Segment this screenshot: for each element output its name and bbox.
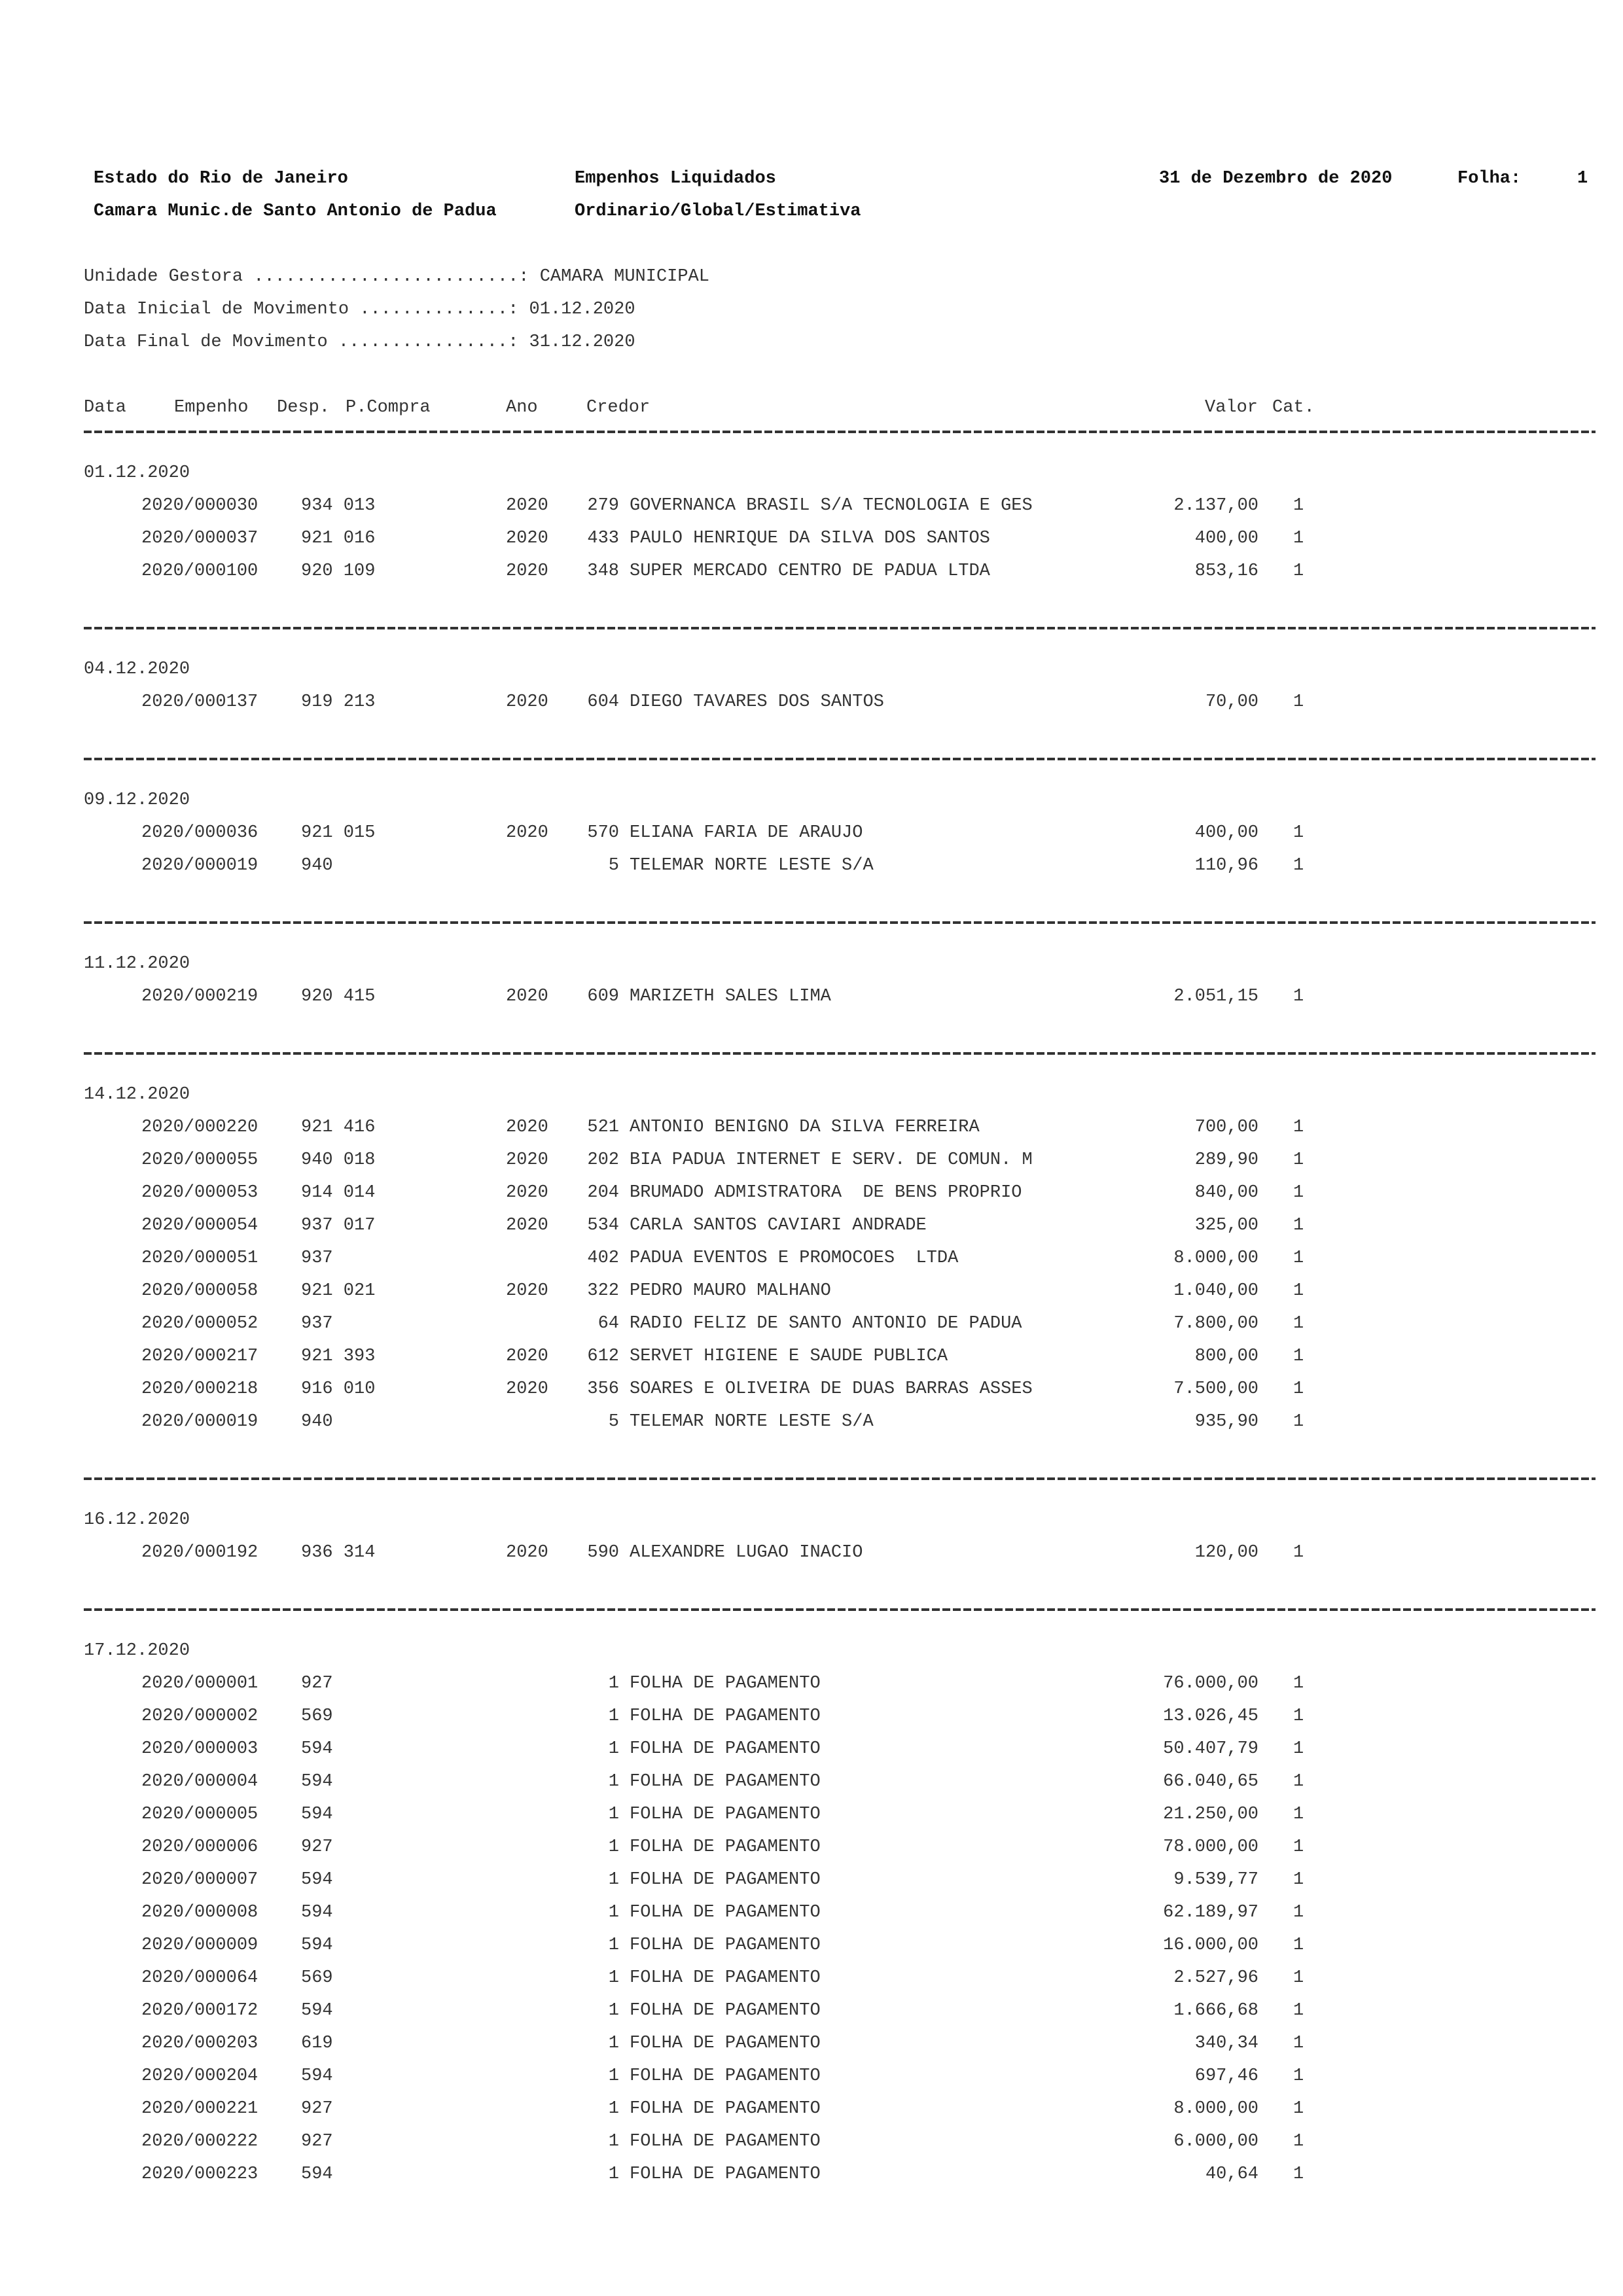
group-date: 17.12.2020 [84, 1641, 190, 1661]
ano-cell: 2020 [506, 1150, 548, 1170]
cat-cell: 1 [1293, 2001, 1304, 2021]
empenho-cell: 2020/000100 [141, 561, 259, 581]
cat-cell: 1 [1293, 1805, 1304, 1824]
ano-cell: 2020 [506, 692, 548, 712]
desp-cell: 594 [301, 1772, 333, 1792]
valor-cell: 800,00 [1194, 1347, 1258, 1366]
credor-code-cell: 1 [608, 1870, 619, 1890]
credor-code-cell: 570 [587, 823, 619, 843]
empenho-cell: 2020/000037 [141, 529, 259, 548]
ano-cell: 2020 [506, 1183, 548, 1203]
credor-name-cell: BIA PADUA INTERNET E SERV. DE COMUN. M [630, 1150, 1033, 1170]
credor-code-cell: 1 [608, 1805, 619, 1824]
credor-name-cell: TELEMAR NORTE LESTE S/A [630, 1412, 874, 1432]
empenho-cell: 2020/000058 [141, 1281, 259, 1301]
desp-cell: 594 [301, 1903, 333, 1922]
ano-cell: 2020 [506, 1543, 548, 1563]
valor-cell: 6.000,00 [1173, 2132, 1258, 2151]
col-header-desp: Desp. [277, 398, 330, 417]
credor-code-cell: 1 [608, 2034, 619, 2053]
empenho-cell: 2020/000053 [141, 1183, 259, 1203]
valor-cell: 16.000,00 [1163, 1935, 1258, 1955]
credor-code-cell: 1 [608, 1706, 619, 1726]
empenho-cell: 2020/000222 [141, 2132, 259, 2151]
credor-name-cell: TELEMAR NORTE LESTE S/A [630, 856, 874, 875]
credor-name-cell: FOLHA DE PAGAMENTO [630, 1706, 821, 1726]
empenho-cell: 2020/000051 [141, 1248, 259, 1268]
empenho-cell: 2020/000137 [141, 692, 259, 712]
empenho-cell: 2020/000052 [141, 1314, 259, 1333]
valor-cell: 62.189,97 [1163, 1903, 1258, 1922]
credor-name-cell: FOLHA DE PAGAMENTO [630, 2001, 821, 2021]
valor-cell: 78.000,00 [1163, 1837, 1258, 1857]
desp-cell: 920 415 [301, 987, 376, 1006]
cat-cell: 1 [1293, 1248, 1304, 1268]
desp-cell: 594 [301, 2001, 333, 2021]
sheet-label: Folha: [1457, 169, 1522, 188]
separator-line [84, 1477, 1596, 1480]
valor-cell: 110,96 [1194, 856, 1258, 875]
separator-line [84, 431, 1596, 433]
credor-name-cell: FOLHA DE PAGAMENTO [630, 1968, 821, 1988]
desp-cell: 594 [301, 1739, 333, 1759]
valor-cell: 66.040,65 [1163, 1772, 1258, 1792]
group-date: 09.12.2020 [84, 790, 190, 810]
valor-cell: 2.051,15 [1173, 987, 1258, 1006]
col-header-credor: Credor [586, 398, 651, 417]
cat-cell: 1 [1293, 1379, 1304, 1399]
cat-cell: 1 [1293, 1674, 1304, 1693]
valor-cell: 1.040,00 [1173, 1281, 1258, 1301]
empenho-cell: 2020/000192 [141, 1543, 259, 1563]
valor-cell: 21.250,00 [1163, 1805, 1258, 1824]
ano-cell: 2020 [506, 1281, 548, 1301]
state-name: Estado do Rio de Janeiro [94, 169, 348, 188]
group-date: 11.12.2020 [84, 954, 190, 974]
cat-cell: 1 [1293, 856, 1304, 875]
desp-cell: 927 [301, 2132, 333, 2151]
credor-name-cell: FOLHA DE PAGAMENTO [630, 2099, 821, 2119]
credor-code-cell: 402 [587, 1248, 619, 1268]
credor-code-cell: 1 [608, 1903, 619, 1922]
desp-cell: 921 416 [301, 1118, 376, 1137]
desp-cell: 569 [301, 1706, 333, 1726]
credor-name-cell: FOLHA DE PAGAMENTO [630, 1935, 821, 1955]
empenho-cell: 2020/000217 [141, 1347, 259, 1366]
valor-cell: 13.026,45 [1163, 1706, 1258, 1726]
credor-code-cell: 5 [608, 856, 619, 875]
empenho-cell: 2020/000007 [141, 1870, 259, 1890]
credor-code-cell: 590 [587, 1543, 619, 1563]
credor-code-cell: 609 [587, 987, 619, 1006]
cat-cell: 1 [1293, 1706, 1304, 1726]
cat-cell: 1 [1293, 692, 1304, 712]
valor-cell: 8.000,00 [1173, 2099, 1258, 2119]
desp-cell: 940 [301, 1412, 333, 1432]
valor-cell: 8.000,00 [1173, 1248, 1258, 1268]
cat-cell: 1 [1293, 1281, 1304, 1301]
desp-cell: 619 [301, 2034, 333, 2053]
cat-cell: 1 [1293, 1739, 1304, 1759]
credor-name-cell: FOLHA DE PAGAMENTO [630, 2132, 821, 2151]
credor-code-cell: 356 [587, 1379, 619, 1399]
cat-cell: 1 [1293, 1870, 1304, 1890]
valor-cell: 325,00 [1194, 1216, 1258, 1235]
valor-cell: 7.500,00 [1173, 1379, 1258, 1399]
empenho-cell: 2020/000220 [141, 1118, 259, 1137]
cat-cell: 1 [1293, 2066, 1304, 2086]
credor-name-cell: FOLHA DE PAGAMENTO [630, 2034, 821, 2053]
desp-cell: 940 018 [301, 1150, 376, 1170]
empenho-cell: 2020/000001 [141, 1674, 259, 1693]
cat-cell: 1 [1293, 2099, 1304, 2119]
cat-cell: 1 [1293, 1314, 1304, 1333]
empenho-cell: 2020/000218 [141, 1379, 259, 1399]
valor-cell: 50.407,79 [1163, 1739, 1258, 1759]
credor-name-cell: FOLHA DE PAGAMENTO [630, 2164, 821, 2184]
cat-cell: 1 [1293, 2164, 1304, 2184]
unidade-gestora-line: Unidade Gestora .........................: CAMARA MUNICIPAL [84, 267, 709, 287]
ano-cell: 2020 [506, 823, 548, 843]
desp-cell: 569 [301, 1968, 333, 1988]
desp-cell: 594 [301, 1805, 333, 1824]
valor-cell: 840,00 [1194, 1183, 1258, 1203]
valor-cell: 700,00 [1194, 1118, 1258, 1137]
credor-name-cell: SUPER MERCADO CENTRO DE PADUA LTDA [630, 561, 990, 581]
cat-cell: 1 [1293, 1347, 1304, 1366]
credor-name-cell: FOLHA DE PAGAMENTO [630, 1837, 821, 1857]
empenho-cell: 2020/000006 [141, 1837, 259, 1857]
desp-cell: 921 015 [301, 823, 376, 843]
ano-cell: 2020 [506, 561, 548, 581]
ano-cell: 2020 [506, 1118, 548, 1137]
ano-cell: 2020 [506, 496, 548, 516]
empenho-cell: 2020/000204 [141, 2066, 259, 2086]
desp-cell: 916 010 [301, 1379, 376, 1399]
empenho-cell: 2020/000004 [141, 1772, 259, 1792]
cat-cell: 1 [1293, 2132, 1304, 2151]
credor-name-cell: FOLHA DE PAGAMENTO [630, 1903, 821, 1922]
cat-cell: 1 [1293, 1903, 1304, 1922]
desp-cell: 921 021 [301, 1281, 376, 1301]
credor-code-cell: 1 [608, 1674, 619, 1693]
credor-code-cell: 1 [608, 1772, 619, 1792]
desp-cell: 934 013 [301, 496, 376, 516]
col-header-cat: Cat. [1272, 398, 1315, 417]
cat-cell: 1 [1293, 1216, 1304, 1235]
sheet-number: 1 [1577, 169, 1588, 188]
credor-code-cell: 1 [608, 1968, 619, 1988]
ano-cell: 2020 [506, 1347, 548, 1366]
desp-cell: 919 213 [301, 692, 376, 712]
valor-cell: 40,64 [1205, 2164, 1258, 2184]
credor-code-cell: 1 [608, 1935, 619, 1955]
credor-code-cell: 5 [608, 1412, 619, 1432]
valor-cell: 853,16 [1194, 561, 1258, 581]
empenho-cell: 2020/000002 [141, 1706, 259, 1726]
valor-cell: 9.539,77 [1173, 1870, 1258, 1890]
cat-cell: 1 [1293, 987, 1304, 1006]
desp-cell: 937 [301, 1314, 333, 1333]
cat-cell: 1 [1293, 529, 1304, 548]
credor-code-cell: 1 [608, 1837, 619, 1857]
credor-code-cell: 1 [608, 2099, 619, 2119]
credor-name-cell: PAULO HENRIQUE DA SILVA DOS SANTOS [630, 529, 990, 548]
credor-name-cell: ANTONIO BENIGNO DA SILVA FERREIRA [630, 1118, 980, 1137]
credor-name-cell: PEDRO MAURO MALHANO [630, 1281, 831, 1301]
credor-code-cell: 322 [587, 1281, 619, 1301]
empenho-cell: 2020/000219 [141, 987, 259, 1006]
valor-cell: 935,90 [1194, 1412, 1258, 1432]
desp-cell: 936 314 [301, 1543, 376, 1563]
empenho-cell: 2020/000203 [141, 2034, 259, 2053]
separator-line [84, 627, 1596, 629]
credor-name-cell: FOLHA DE PAGAMENTO [630, 2066, 821, 2086]
col-header-pcompra: P.Compra [346, 398, 431, 417]
desp-cell: 594 [301, 2164, 333, 2184]
ano-cell: 2020 [506, 1379, 548, 1399]
credor-name-cell: SERVET HIGIENE E SAUDE PUBLICA [630, 1347, 948, 1366]
cat-cell: 1 [1293, 2034, 1304, 2053]
separator-line [84, 1608, 1596, 1611]
valor-cell: 2.527,96 [1173, 1968, 1258, 1988]
cat-cell: 1 [1293, 1543, 1304, 1563]
col-header-ano: Ano [506, 398, 538, 417]
desp-cell: 927 [301, 1837, 333, 1857]
cat-cell: 1 [1293, 1772, 1304, 1792]
col-header-data: Data [84, 398, 126, 417]
empenho-cell: 2020/000055 [141, 1150, 259, 1170]
separator-line [84, 1052, 1596, 1055]
credor-name-cell: RADIO FELIZ DE SANTO ANTONIO DE PADUA [630, 1314, 1022, 1333]
empenho-cell: 2020/000009 [141, 1935, 259, 1955]
empenho-cell: 2020/000223 [141, 2164, 259, 2184]
cat-cell: 1 [1293, 1150, 1304, 1170]
credor-name-cell: FOLHA DE PAGAMENTO [630, 1739, 821, 1759]
col-header-empenho: Empenho [174, 398, 249, 417]
credor-name-cell: FOLHA DE PAGAMENTO [630, 1772, 821, 1792]
cat-cell: 1 [1293, 1118, 1304, 1137]
credor-code-cell: 1 [608, 1739, 619, 1759]
empenho-cell: 2020/000054 [141, 1216, 259, 1235]
credor-code-cell: 534 [587, 1216, 619, 1235]
data-final-line: Data Final de Movimento ................: 31.12.2020 [84, 332, 635, 352]
empenho-cell: 2020/000003 [141, 1739, 259, 1759]
valor-cell: 120,00 [1194, 1543, 1258, 1563]
cat-cell: 1 [1293, 1837, 1304, 1857]
desp-cell: 927 [301, 2099, 333, 2119]
desp-cell: 920 109 [301, 561, 376, 581]
separator-line [84, 921, 1596, 924]
credor-name-cell: DIEGO TAVARES DOS SANTOS [630, 692, 884, 712]
empenho-cell: 2020/000172 [141, 2001, 259, 2021]
credor-code-cell: 202 [587, 1150, 619, 1170]
credor-code-cell: 433 [587, 529, 619, 548]
credor-code-cell: 279 [587, 496, 619, 516]
ano-cell: 2020 [506, 529, 548, 548]
valor-cell: 400,00 [1194, 529, 1258, 548]
valor-cell: 2.137,00 [1173, 496, 1258, 516]
group-date: 16.12.2020 [84, 1510, 190, 1530]
credor-code-cell: 1 [608, 2164, 619, 2184]
credor-code-cell: 604 [587, 692, 619, 712]
empenho-cell: 2020/000008 [141, 1903, 259, 1922]
col-header-valor: Valor [1205, 398, 1258, 417]
credor-name-cell: GOVERNANCA BRASIL S/A TECNOLOGIA E GES [630, 496, 1033, 516]
credor-code-cell: 1 [608, 2001, 619, 2021]
valor-cell: 289,90 [1194, 1150, 1258, 1170]
cat-cell: 1 [1293, 1183, 1304, 1203]
report-subtitle: Ordinario/Global/Estimativa [575, 202, 861, 221]
cat-cell: 1 [1293, 496, 1304, 516]
empenho-cell: 2020/000019 [141, 1412, 259, 1432]
report-date: 31 de Dezembro de 2020 [1159, 169, 1393, 188]
valor-cell: 400,00 [1194, 823, 1258, 843]
credor-name-cell: BRUMADO ADMISTRATORA DE BENS PROPRIO [630, 1183, 1022, 1203]
desp-cell: 594 [301, 1870, 333, 1890]
desp-cell: 937 [301, 1248, 333, 1268]
empenho-cell: 2020/000005 [141, 1805, 259, 1824]
group-date: 04.12.2020 [84, 660, 190, 679]
desp-cell: 914 014 [301, 1183, 376, 1203]
credor-name-cell: CARLA SANTOS CAVIARI ANDRADE [630, 1216, 927, 1235]
credor-code-cell: 612 [587, 1347, 619, 1366]
valor-cell: 70,00 [1205, 692, 1258, 712]
group-date: 01.12.2020 [84, 463, 190, 483]
credor-name-cell: SOARES E OLIVEIRA DE DUAS BARRAS ASSES [630, 1379, 1033, 1399]
valor-cell: 340,34 [1194, 2034, 1258, 2053]
empenho-cell: 2020/000030 [141, 496, 259, 516]
credor-code-cell: 204 [587, 1183, 619, 1203]
empenho-cell: 2020/000019 [141, 856, 259, 875]
valor-cell: 7.800,00 [1173, 1314, 1258, 1333]
cat-cell: 1 [1293, 823, 1304, 843]
credor-code-cell: 1 [608, 2066, 619, 2086]
separator-line [84, 758, 1596, 760]
credor-code-cell: 64 [597, 1314, 619, 1333]
credor-code-cell: 348 [587, 561, 619, 581]
credor-name-cell: MARIZETH SALES LIMA [630, 987, 831, 1006]
credor-name-cell: PADUA EVENTOS E PROMOCOES LTDA [630, 1248, 959, 1268]
credor-name-cell: FOLHA DE PAGAMENTO [630, 1674, 821, 1693]
credor-name-cell: FOLHA DE PAGAMENTO [630, 1805, 821, 1824]
cat-cell: 1 [1293, 561, 1304, 581]
ano-cell: 2020 [506, 1216, 548, 1235]
empenho-cell: 2020/000221 [141, 2099, 259, 2119]
ano-cell: 2020 [506, 987, 548, 1006]
valor-cell: 76.000,00 [1163, 1674, 1258, 1693]
cat-cell: 1 [1293, 1968, 1304, 1988]
cat-cell: 1 [1293, 1935, 1304, 1955]
credor-name-cell: FOLHA DE PAGAMENTO [630, 1870, 821, 1890]
empenho-cell: 2020/000036 [141, 823, 259, 843]
report-title: Empenhos Liquidados [575, 169, 776, 188]
desp-cell: 594 [301, 2066, 333, 2086]
credor-name-cell: ELIANA FARIA DE ARAUJO [630, 823, 863, 843]
desp-cell: 937 017 [301, 1216, 376, 1235]
entity-name: Camara Munic.de Santo Antonio de Padua [94, 202, 497, 221]
cat-cell: 1 [1293, 1412, 1304, 1432]
desp-cell: 940 [301, 856, 333, 875]
credor-code-cell: 521 [587, 1118, 619, 1137]
valor-cell: 1.666,68 [1173, 2001, 1258, 2021]
credor-name-cell: ALEXANDRE LUGAO INACIO [630, 1543, 863, 1563]
group-date: 14.12.2020 [84, 1085, 190, 1104]
data-inicial-line: Data Inicial de Movimento ..............: 01.12.2020 [84, 300, 635, 319]
empenho-cell: 2020/000064 [141, 1968, 259, 1988]
desp-cell: 921 016 [301, 529, 376, 548]
desp-cell: 594 [301, 1935, 333, 1955]
credor-code-cell: 1 [608, 2132, 619, 2151]
desp-cell: 927 [301, 1674, 333, 1693]
valor-cell: 697,46 [1194, 2066, 1258, 2086]
desp-cell: 921 393 [301, 1347, 376, 1366]
